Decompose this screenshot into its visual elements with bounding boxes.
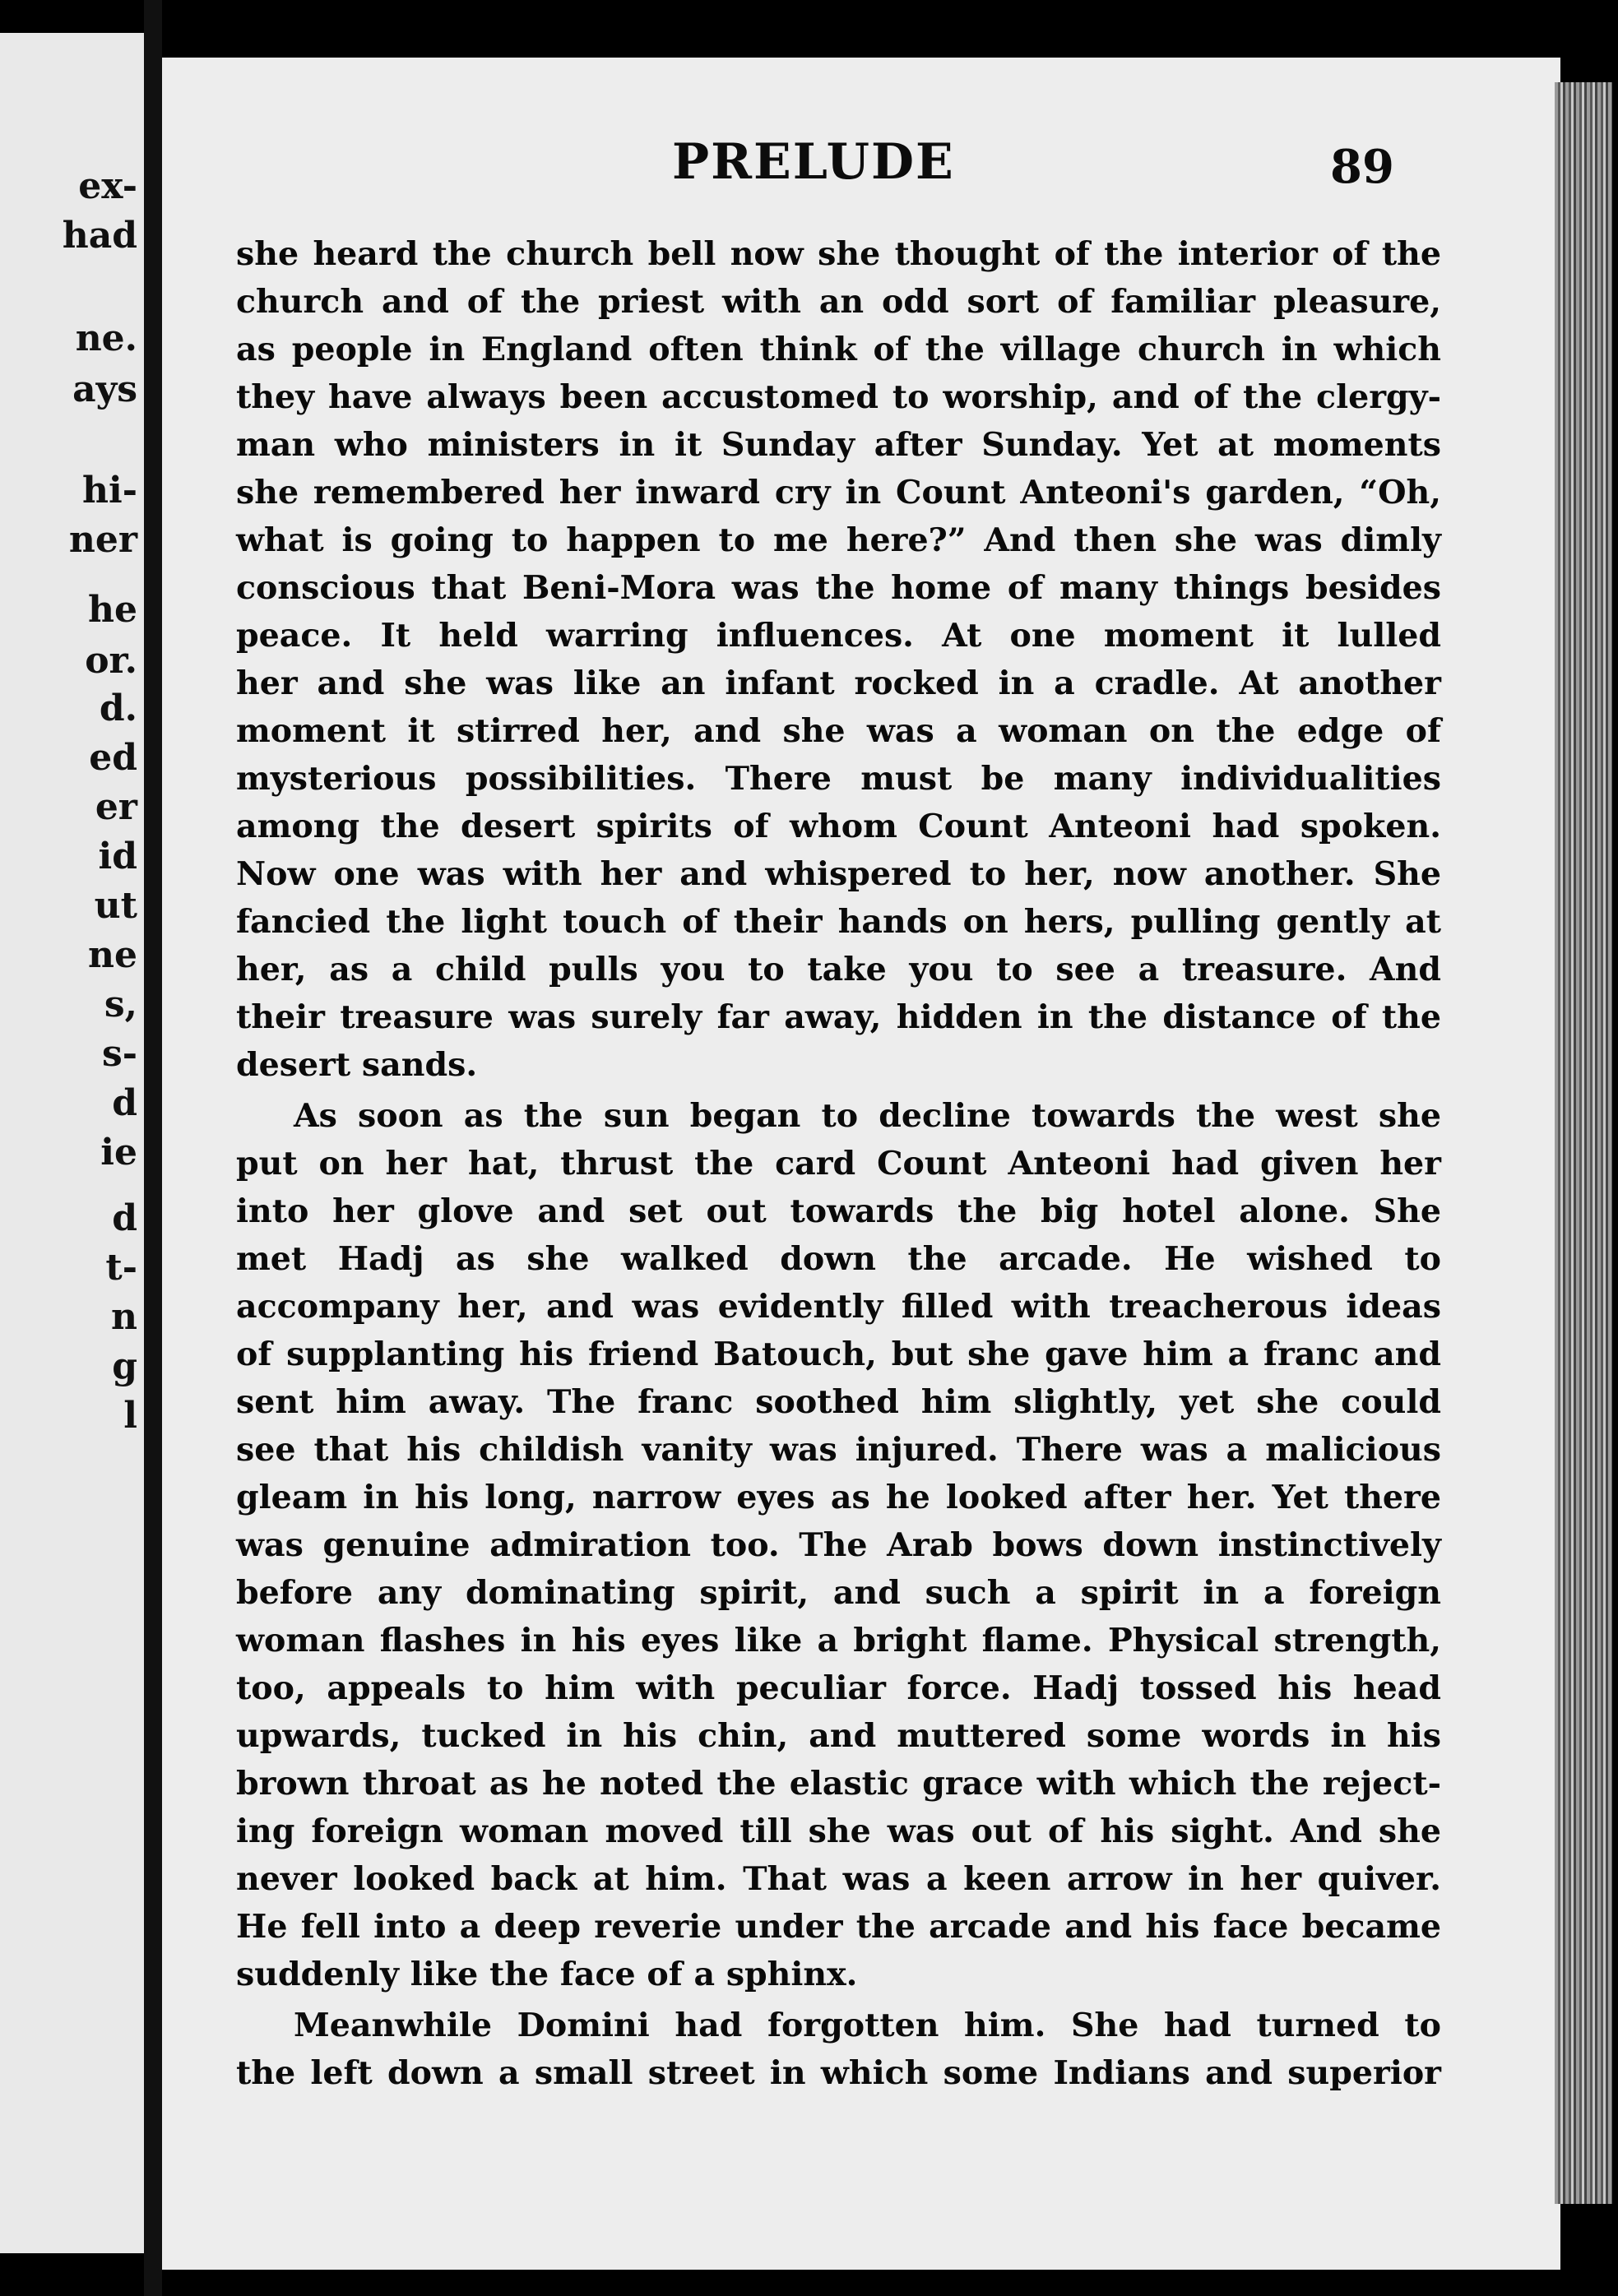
left-page-fragment: or. <box>85 640 137 682</box>
text-line: among the desert spirits of whom Count Anteoni had spoken. <box>236 808 1441 845</box>
text-line: she remembered her inward cry in Count Anteoni's garden, “Oh, <box>236 474 1441 512</box>
page-header <box>162 133 1560 194</box>
text-line: the left down a small street in which some Indians and superior <box>236 2054 1441 2092</box>
text-line: was genuine admiration too. The Arab bows down instinctively <box>236 1526 1441 1564</box>
paragraph <box>236 2002 1441 2097</box>
left-page-fragment: d <box>112 1197 137 1239</box>
left-page-fragment: ays <box>72 368 137 410</box>
left-page-fragment: hi- <box>82 470 137 512</box>
text-line: brown throat as he noted the elastic grace with which the reject- <box>236 1765 1441 1803</box>
left-page-fragment: l <box>123 1395 137 1437</box>
text-line: As soon as the sun began to decline towards the west she <box>294 1097 1441 1135</box>
left-page-fragment: he <box>88 589 137 631</box>
text-line: mysterious possibilities. There must be many individualities <box>236 760 1441 798</box>
text-line: woman flashes in his eyes like a bright flame. Physical strength, <box>236 1622 1441 1660</box>
text-line: what is going to happen to me here?” And then she was dimly <box>236 521 1441 559</box>
left-page-fragment: had <box>62 215 137 257</box>
left-page-fragment: ed <box>89 737 137 779</box>
text-line: fancied the light touch of their hands on hers, pulling gently at <box>236 903 1441 941</box>
text-line: see that his childish vanity was injured. There was a malicious <box>236 1431 1441 1469</box>
left-page-fragment: n <box>111 1296 137 1338</box>
text-line: put on her hat, thrust the card Count Anteoni had given her <box>236 1145 1441 1183</box>
left-page-fragment: er <box>95 786 137 828</box>
text-line: before any dominating spirit, and such a spirit in a foreign <box>236 1574 1441 1612</box>
text-line: conscious that Beni-Mora was the home of many things besides <box>236 569 1441 607</box>
left-page-fragment: id <box>98 836 137 877</box>
text-line: her, as a child pulls you to take you to see a treasure. And <box>236 951 1441 988</box>
page-edges <box>1555 82 1612 2204</box>
page-number: 89 <box>1330 140 1394 194</box>
right-page <box>162 58 1560 2270</box>
text-line: her and she was like an infant rocked in a cradle. At another <box>236 664 1441 702</box>
left-page-fragment: s- <box>101 1033 137 1075</box>
text-line: desert sands. <box>236 1046 478 1084</box>
left-page-edge <box>0 33 144 2253</box>
text-line: ing foreign woman moved till she was out of his sight. And she <box>236 1812 1441 1850</box>
text-line: met Hadj as she walked down the arcade. He wished to <box>236 1240 1441 1278</box>
text-line: church and of the priest with an odd sort of familiar pleasure, <box>236 283 1441 321</box>
text-line: of supplanting his friend Batouch, but she gave him a franc and <box>236 1335 1441 1373</box>
left-page-fragment: ie <box>100 1132 137 1173</box>
text-line: into her glove and set out towards the big hotel alone. She <box>236 1192 1441 1230</box>
left-page-fragment: ut <box>94 885 137 927</box>
text-line: man who ministers in it Sunday after Sunday. Yet at moments <box>236 426 1441 464</box>
text-line: Meanwhile Domini had forgotten him. She had turned to <box>294 2007 1441 2044</box>
running-head: PRELUDE <box>672 133 955 191</box>
left-page-fragment: t- <box>105 1247 137 1289</box>
left-page-fragment: s, <box>104 984 137 1025</box>
left-page-fragment: d <box>112 1082 137 1124</box>
text-line: never looked back at him. That was a keen arrow in her quiver. <box>236 1860 1441 1898</box>
text-line: they have always been accustomed to worship, and of the clergy- <box>236 378 1441 416</box>
text-line: too, appeals to him with peculiar force. Hadj tossed his head <box>236 1669 1441 1707</box>
text-line: she heard the church bell now she thought of the interior of the <box>236 235 1441 273</box>
book-gutter <box>144 0 162 2296</box>
left-page-fragment: ex- <box>78 165 137 207</box>
text-line: their treasure was surely far away, hidden in the distance of the <box>236 998 1441 1036</box>
text-line: suddenly like the face of a sphinx. <box>236 1956 858 1993</box>
left-page-fragment: ne. <box>75 317 137 359</box>
text-line: as people in England often think of the village church in which <box>236 331 1441 368</box>
paragraph <box>236 1092 1441 1998</box>
text-line: moment it stirred her, and she was a woman on the edge of <box>236 712 1441 750</box>
text-line: sent him away. The franc soothed him slightly, yet she could <box>236 1383 1441 1421</box>
text-line: peace. It held warring influences. At one moment it lulled <box>236 617 1441 655</box>
text-line: upwards, tucked in his chin, and muttered some words in his <box>236 1717 1441 1755</box>
left-page-fragment: d. <box>99 687 137 729</box>
left-page-fragment: g <box>112 1345 137 1387</box>
left-page-fragment: ne <box>88 934 137 976</box>
text-line: He fell into a deep reverie under the arcade and his face became <box>236 1908 1441 1946</box>
text-line: accompany her, and was evidently filled with treacherous ideas <box>236 1288 1441 1326</box>
paragraph <box>236 230 1441 1089</box>
left-page-fragment: ner <box>68 519 137 561</box>
text-line: gleam in his long, narrow eyes as he looked after her. Yet there <box>236 1479 1441 1516</box>
body-text <box>236 230 1441 2097</box>
text-line: Now one was with her and whispered to her, now another. She <box>236 855 1441 893</box>
